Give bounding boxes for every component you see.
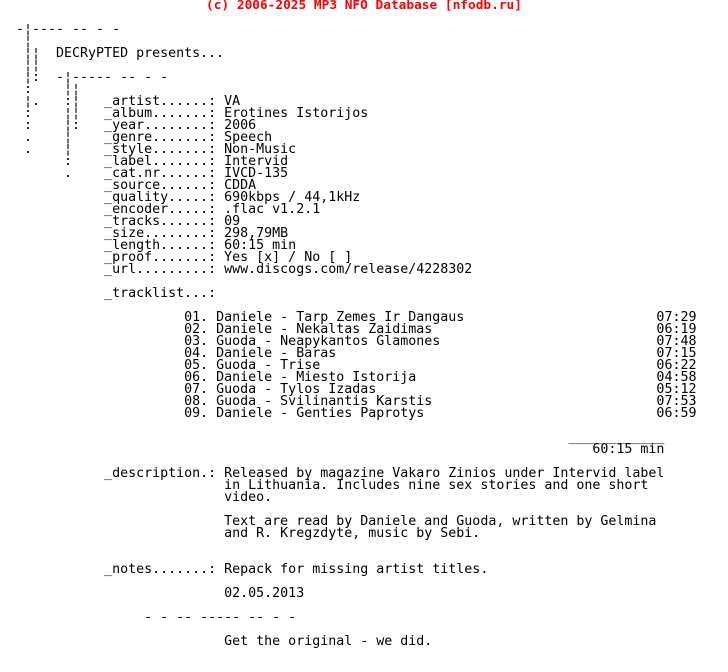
nfo-line: _quality.....: 690kbps / 44,1kHz <box>16 190 361 205</box>
nfo-line: _source......: CDDA <box>16 178 257 193</box>
nfo-line: ¦¦ DECRyPTED presents... <box>16 46 225 61</box>
release-date: 02.05.2013 <box>16 586 305 601</box>
nfo-line: _length......: 60:15 min <box>16 238 297 253</box>
nfo-line: : ¦¦ _album.......: Erotines Istorijos <box>16 106 369 121</box>
nfo-line: : ¦: _year........: 2006 <box>16 118 257 133</box>
total-length: 60:15 min <box>16 442 665 457</box>
nfo-line: _size........: 298,79MB <box>16 226 289 241</box>
track-line: 09. Daniele - Genties Paprotys 06:59 <box>16 406 697 421</box>
nfo-line: _encoder.....: .flac v1.2.1 <box>16 202 321 217</box>
track-line: 06. Daniele - Miesto Istorija 04:58 <box>16 370 697 385</box>
description-line: video. <box>16 490 273 505</box>
nfo-line: -¦---- -- - - <box>16 22 121 37</box>
footer-divider: - - -- ----- -- - - <box>16 610 297 625</box>
nfo-line: . ¦ _genre.......: Speech <box>16 130 273 145</box>
nfo-line <box>16 540 696 552</box>
nfo-line: : _label.......: Intervid <box>16 154 289 169</box>
nfo-line: ¦. :¦ _artist......: VA <box>16 94 241 109</box>
notes-line: _notes.......: Repack for missing artist titles. <box>16 562 489 577</box>
nfo-line: _proof.......: Yes [x] / No [ ] <box>16 250 353 265</box>
nfo-line: _tracklist...: <box>16 286 217 301</box>
nfo-line: _tracks......: 09 <box>16 214 241 229</box>
track-line: 04. Daniele - Baras 07:15 <box>16 346 697 361</box>
track-line: 02. Daniele - Nekaltas Zaidimas 06:19 <box>16 322 697 337</box>
nfo-line[interactable]: _url.........: www.discogs.com/release/4228302 <box>16 262 473 277</box>
description-line: Text are read by Daniele and Guoda, written by Gelmina <box>16 514 657 529</box>
description-line: and R. Kregzdyte, music by Sebi. <box>16 526 481 541</box>
nfo-text-block <box>16 24 696 648</box>
nfo-line: : ¦¦ <box>16 82 81 97</box>
description-line: _description.: Released by magazine Vakaro Zinios under Intervid label <box>16 466 665 481</box>
track-line: 03. Guoda - Neapykantos Glamones 07:48 <box>16 334 697 349</box>
nfo-line: ¦: -¦----- -- - - <box>16 70 169 85</box>
description-line: in Lithuania. Includes nine sex stories and one short <box>16 478 649 493</box>
footer-slogan: Get the original - we did. <box>16 634 433 649</box>
nfo-line: . _cat.nr......: IVCD-135 <box>16 166 289 181</box>
track-line: 08. Guoda - Svilinantis Karstis 07:53 <box>16 394 697 409</box>
nfo-line: ¦¦ <box>16 58 41 73</box>
track-line: 05. Guoda - Trise 06:22 <box>16 358 697 373</box>
total-divider: ____________ <box>16 430 665 445</box>
track-line: 07. Guoda - Tylos Izadas 05:12 <box>16 382 697 397</box>
site-header: (c) 2006-2025 MP3 NFO Database [nfodb.ru] <box>206 0 522 13</box>
track-line: 01. Daniele - Tarp Zemes Ir Dangaus 07:29 <box>16 310 697 325</box>
nfo-line: ¦ <box>16 34 33 49</box>
nfo-line: . ¦ _style.......: Non-Music <box>16 142 297 157</box>
